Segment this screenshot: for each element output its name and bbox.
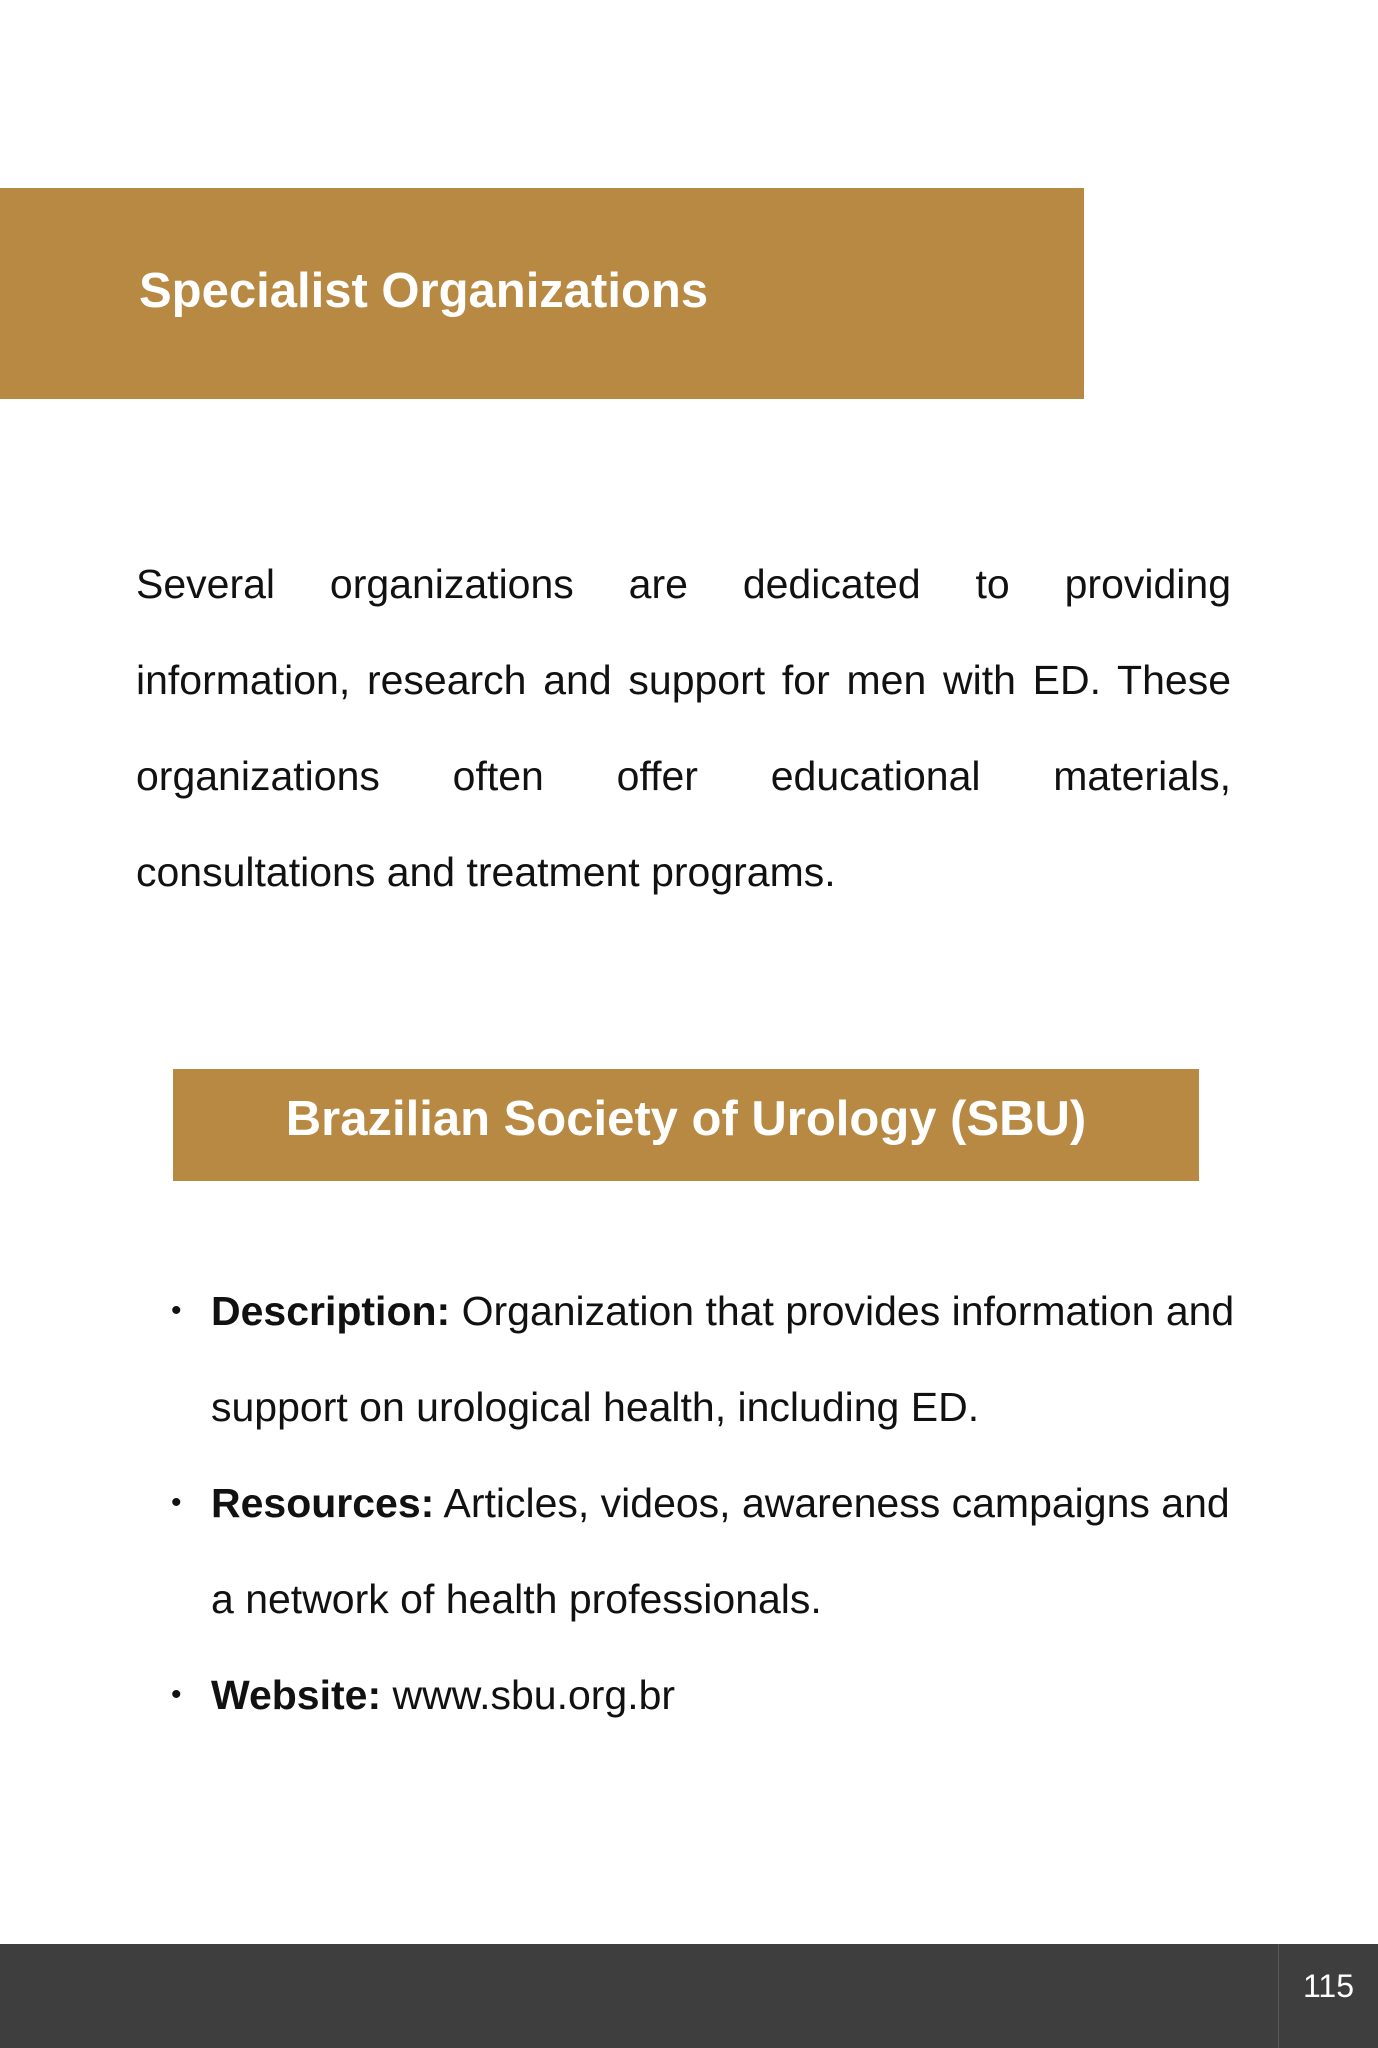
intro-paragraph: Several organizations are dedicated to providing information, research and support for men with ED. These organizations often offer educational materials, consultations and treatment programs. [136,561,1231,895]
description-item [171,1263,1251,1455]
organization-details-list [171,1263,1251,1743]
footer-bar [0,1944,1378,2048]
organization-title: Brazilian Society of Urology (SBU) [285,1092,1087,1146]
page-title: Specialist Organizations [139,264,709,318]
resources-item [171,1455,1251,1647]
bullet-icon: • [171,1486,182,1519]
website-link[interactable]: www.sbu.org.br [392,1672,676,1718]
website-label: Website: [211,1672,382,1718]
page-number: 115 [1278,1944,1378,2048]
description-text: Organization that provides information and support on urological health, including ED. [211,1288,1235,1430]
website-item [171,1647,1251,1743]
resources-text: Articles, videos, awareness campaigns and a network of health professionals. [211,1480,1230,1622]
bullet-icon: • [171,1294,182,1327]
description-label: Description: [211,1288,451,1334]
bullet-icon: • [171,1678,182,1711]
resources-label: Resources: [211,1480,435,1526]
